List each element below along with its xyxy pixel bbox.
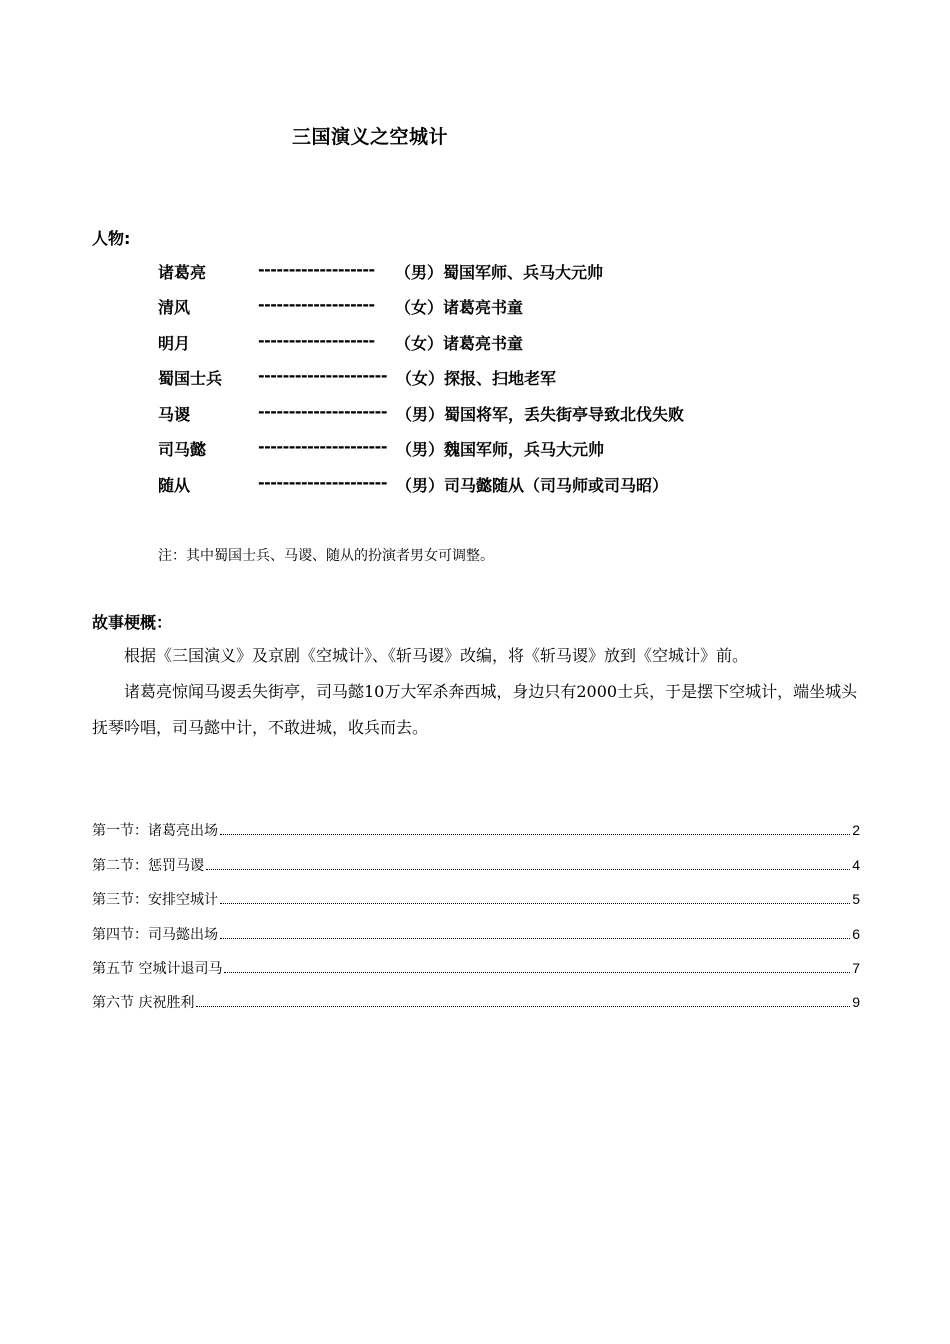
- toc-entry-page: 7: [852, 960, 860, 976]
- toc-leader-dots: [206, 857, 850, 870]
- character-name: 清风: [158, 298, 191, 317]
- toc-entry[interactable]: [92, 889, 860, 909]
- toc-entry-label: 第四节：司马懿出场: [92, 927, 218, 943]
- characters-heading: 人物:: [92, 229, 131, 248]
- toc-entry-page: 4: [852, 857, 860, 873]
- toc-leader-dots: [224, 960, 850, 973]
- toc-entry[interactable]: [92, 924, 860, 944]
- character-dash: ---------------------: [258, 437, 387, 456]
- character-name: 诸葛亮: [158, 263, 207, 282]
- toc-leader-dots: [196, 994, 850, 1007]
- character-desc: （女）探报、扫地老军: [396, 369, 557, 388]
- character-dash: ---------------------: [258, 473, 387, 492]
- toc-entry[interactable]: [92, 820, 860, 840]
- character-name: 马谡: [158, 405, 191, 424]
- toc-leader-dots: [220, 822, 850, 835]
- character-dash: ---------------------: [258, 366, 387, 385]
- toc-entry-label: 第三节：安排空城计: [92, 892, 218, 908]
- character-desc: （女）诸葛亮书童: [395, 298, 524, 317]
- toc-leader-dots: [220, 891, 850, 904]
- toc-entry-label: 第一节：诸葛亮出场: [92, 823, 218, 839]
- character-desc: （男）蜀国将军，丢失街亭导致北伐失败: [396, 405, 685, 424]
- toc-entry[interactable]: [92, 855, 860, 875]
- toc-entry-label: 第五节 空城计退司马: [92, 961, 223, 977]
- character-desc: （女）诸葛亮书童: [395, 334, 524, 353]
- character-name: 随从: [158, 476, 191, 495]
- summary-paragraph: 根据《三国演义》及京剧《空城计》、《斩马谡》改编，将《斩马谡》放到《空城计》前。: [124, 646, 749, 665]
- character-desc: （男）司马懿随从（司马师或司马昭）: [396, 476, 669, 495]
- character-dash: -------------------: [258, 260, 375, 279]
- toc-entry-label: 第二节：惩罚马谡: [92, 858, 204, 874]
- summary-paragraph: 诸葛亮惊闻马谡丢失街亭，司马懿10万大军杀奔西城，身边只有2000士兵，于是摆下空城计，端坐城头抚琴吟唱，司马懿中计，不敢进城，收兵而去。: [92, 682, 858, 737]
- character-dash: ---------------------: [258, 402, 387, 421]
- document-title: 三国演义之空城计: [292, 126, 449, 148]
- toc-entry-page: 2: [852, 822, 860, 838]
- character-desc: （男）蜀国军师、兵马大元帅: [395, 263, 604, 282]
- toc-entry-page: 9: [852, 994, 860, 1010]
- toc-entry[interactable]: [92, 992, 860, 1012]
- character-name: 司马懿: [158, 440, 207, 459]
- character-desc: （男）魏国军师，兵马大元帅: [396, 440, 605, 459]
- toc-entry-page: 5: [852, 891, 860, 907]
- character-name: 明月: [158, 334, 191, 353]
- toc-leader-dots: [220, 926, 850, 939]
- summary-heading: 故事梗概：: [92, 613, 173, 632]
- character-dash: -------------------: [258, 295, 375, 314]
- cast-note: 注：其中蜀国士兵、马谡、随从的扮演者男女可调整。: [158, 548, 494, 564]
- character-name: 蜀国士兵: [158, 369, 223, 388]
- toc-entry-label: 第六节 庆祝胜利: [92, 995, 195, 1011]
- toc-entry-page: 6: [852, 926, 860, 942]
- character-dash: -------------------: [258, 331, 375, 350]
- toc-entry[interactable]: [92, 958, 860, 978]
